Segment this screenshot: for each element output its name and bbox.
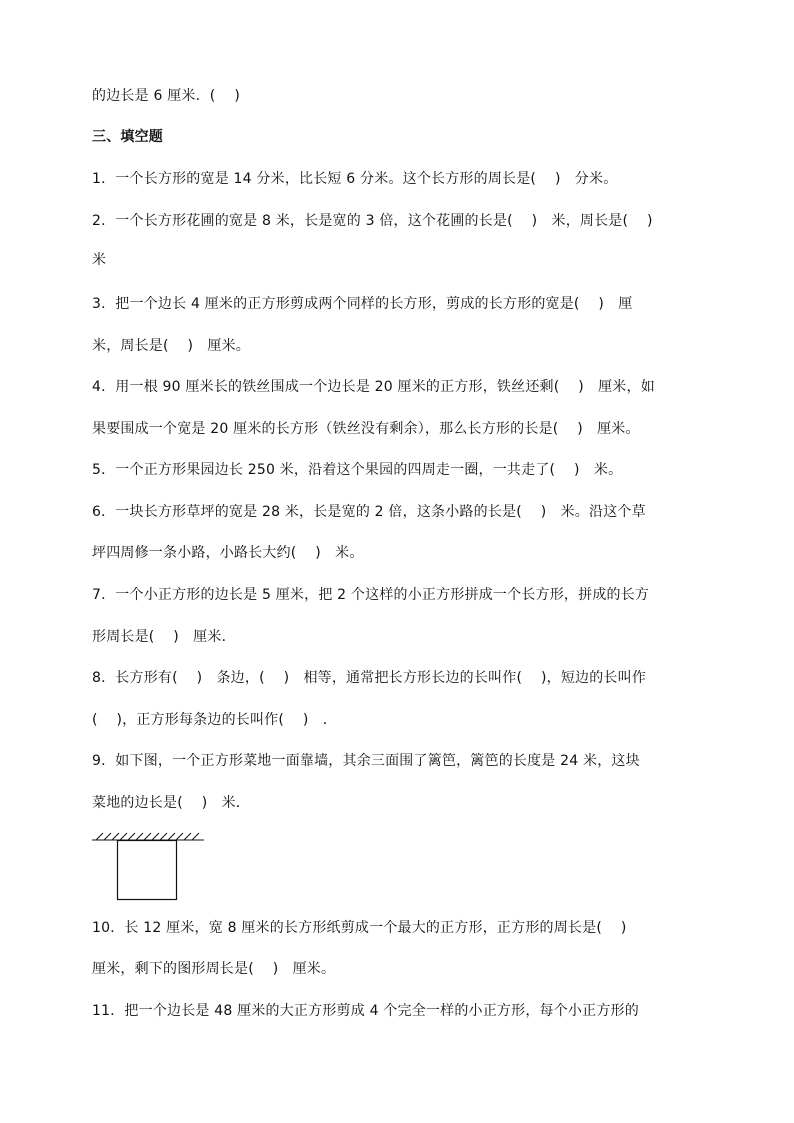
- question-9-line-1: 9．如下图，一个正方形菜地一面靠墙，其余三面围了篱笆，篱笆的长度是 24 米，这块: [92, 753, 640, 769]
- square-garden-wall-figure: [92, 832, 208, 904]
- question-3-line-1: 3．把一个边长 4 厘米的正方形剪成两个同样的长方形，剪成的长方形的宽是( ) 厘: [92, 296, 633, 312]
- question-2-line-2: 米: [92, 252, 107, 268]
- question-4-line-1: 4．用一根 90 厘米长的铁丝围成一个边长是 20 厘米的正方形，铁丝还剩( ) 厘米，如: [92, 379, 655, 395]
- line-0: 的边长是 6 厘米．( ): [92, 88, 240, 104]
- wall-hatching: [92, 833, 204, 840]
- question-8-line-1: 8．长方形有( ) 条边，( ) 相等，通常把长方形长边的长叫作( )，短边的长叫作: [92, 670, 647, 686]
- question-7-line-1: 7．一个小正方形的边长是 5 厘米，把 2 个这样的小正方形拼成一个长方形，拼成的长方: [92, 587, 650, 603]
- question-10-line-1: 10．长 12 厘米，宽 8 厘米的长方形纸剪成一个最大的正方形，正方形的周长是( ): [92, 920, 627, 936]
- question-4-line-2: 果要围成一个宽是 20 厘米的长方形（铁丝没有剩余），那么长方形的长是( ) 厘米。: [92, 421, 640, 437]
- question-6-line-2: 坪四周修一条小路，小路长大约( ) 米。: [92, 545, 364, 561]
- question-7-line-2: 形周长是( ) 厘米．: [92, 629, 236, 645]
- question-9-line-2: 菜地的边长是( ) 米．: [92, 795, 250, 811]
- question-2-line-1: 2．一个长方形花圃的宽是 8 米，长是宽的 3 倍，这个花圃的长是( ) 米，周长是( ): [92, 213, 653, 229]
- question-8-line-2: ( )，正方形每条边的长叫作( ) ．: [92, 712, 337, 728]
- question-10-line-2: 厘米，剩下的图形周长是( ) 厘米。: [92, 961, 336, 977]
- question-11-line-1: 11．把一个边长是 48 厘米的大正方形剪成 4 个完全一样的小正方形，每个小正方形的: [92, 1003, 639, 1019]
- question-5: 5．一个正方形果园边长 250 米，沿着这个果园的四周走一圈，一共走了( ) 米。: [92, 462, 623, 478]
- question-3-line-2: 米，周长是( ) 厘米。: [92, 338, 250, 354]
- question-6-line-1: 6．一块长方形草坪的宽是 28 米，长是宽的 2 倍，这条小路的长是( ) 米。沿这个草: [92, 504, 646, 520]
- square-garden: [118, 841, 177, 900]
- section-heading: 三、填空题: [92, 129, 163, 145]
- question-1: 1．一个长方形的宽是 14 分米，比长短 6 分米。这个长方形的周长是( ) 分米。: [92, 171, 618, 187]
